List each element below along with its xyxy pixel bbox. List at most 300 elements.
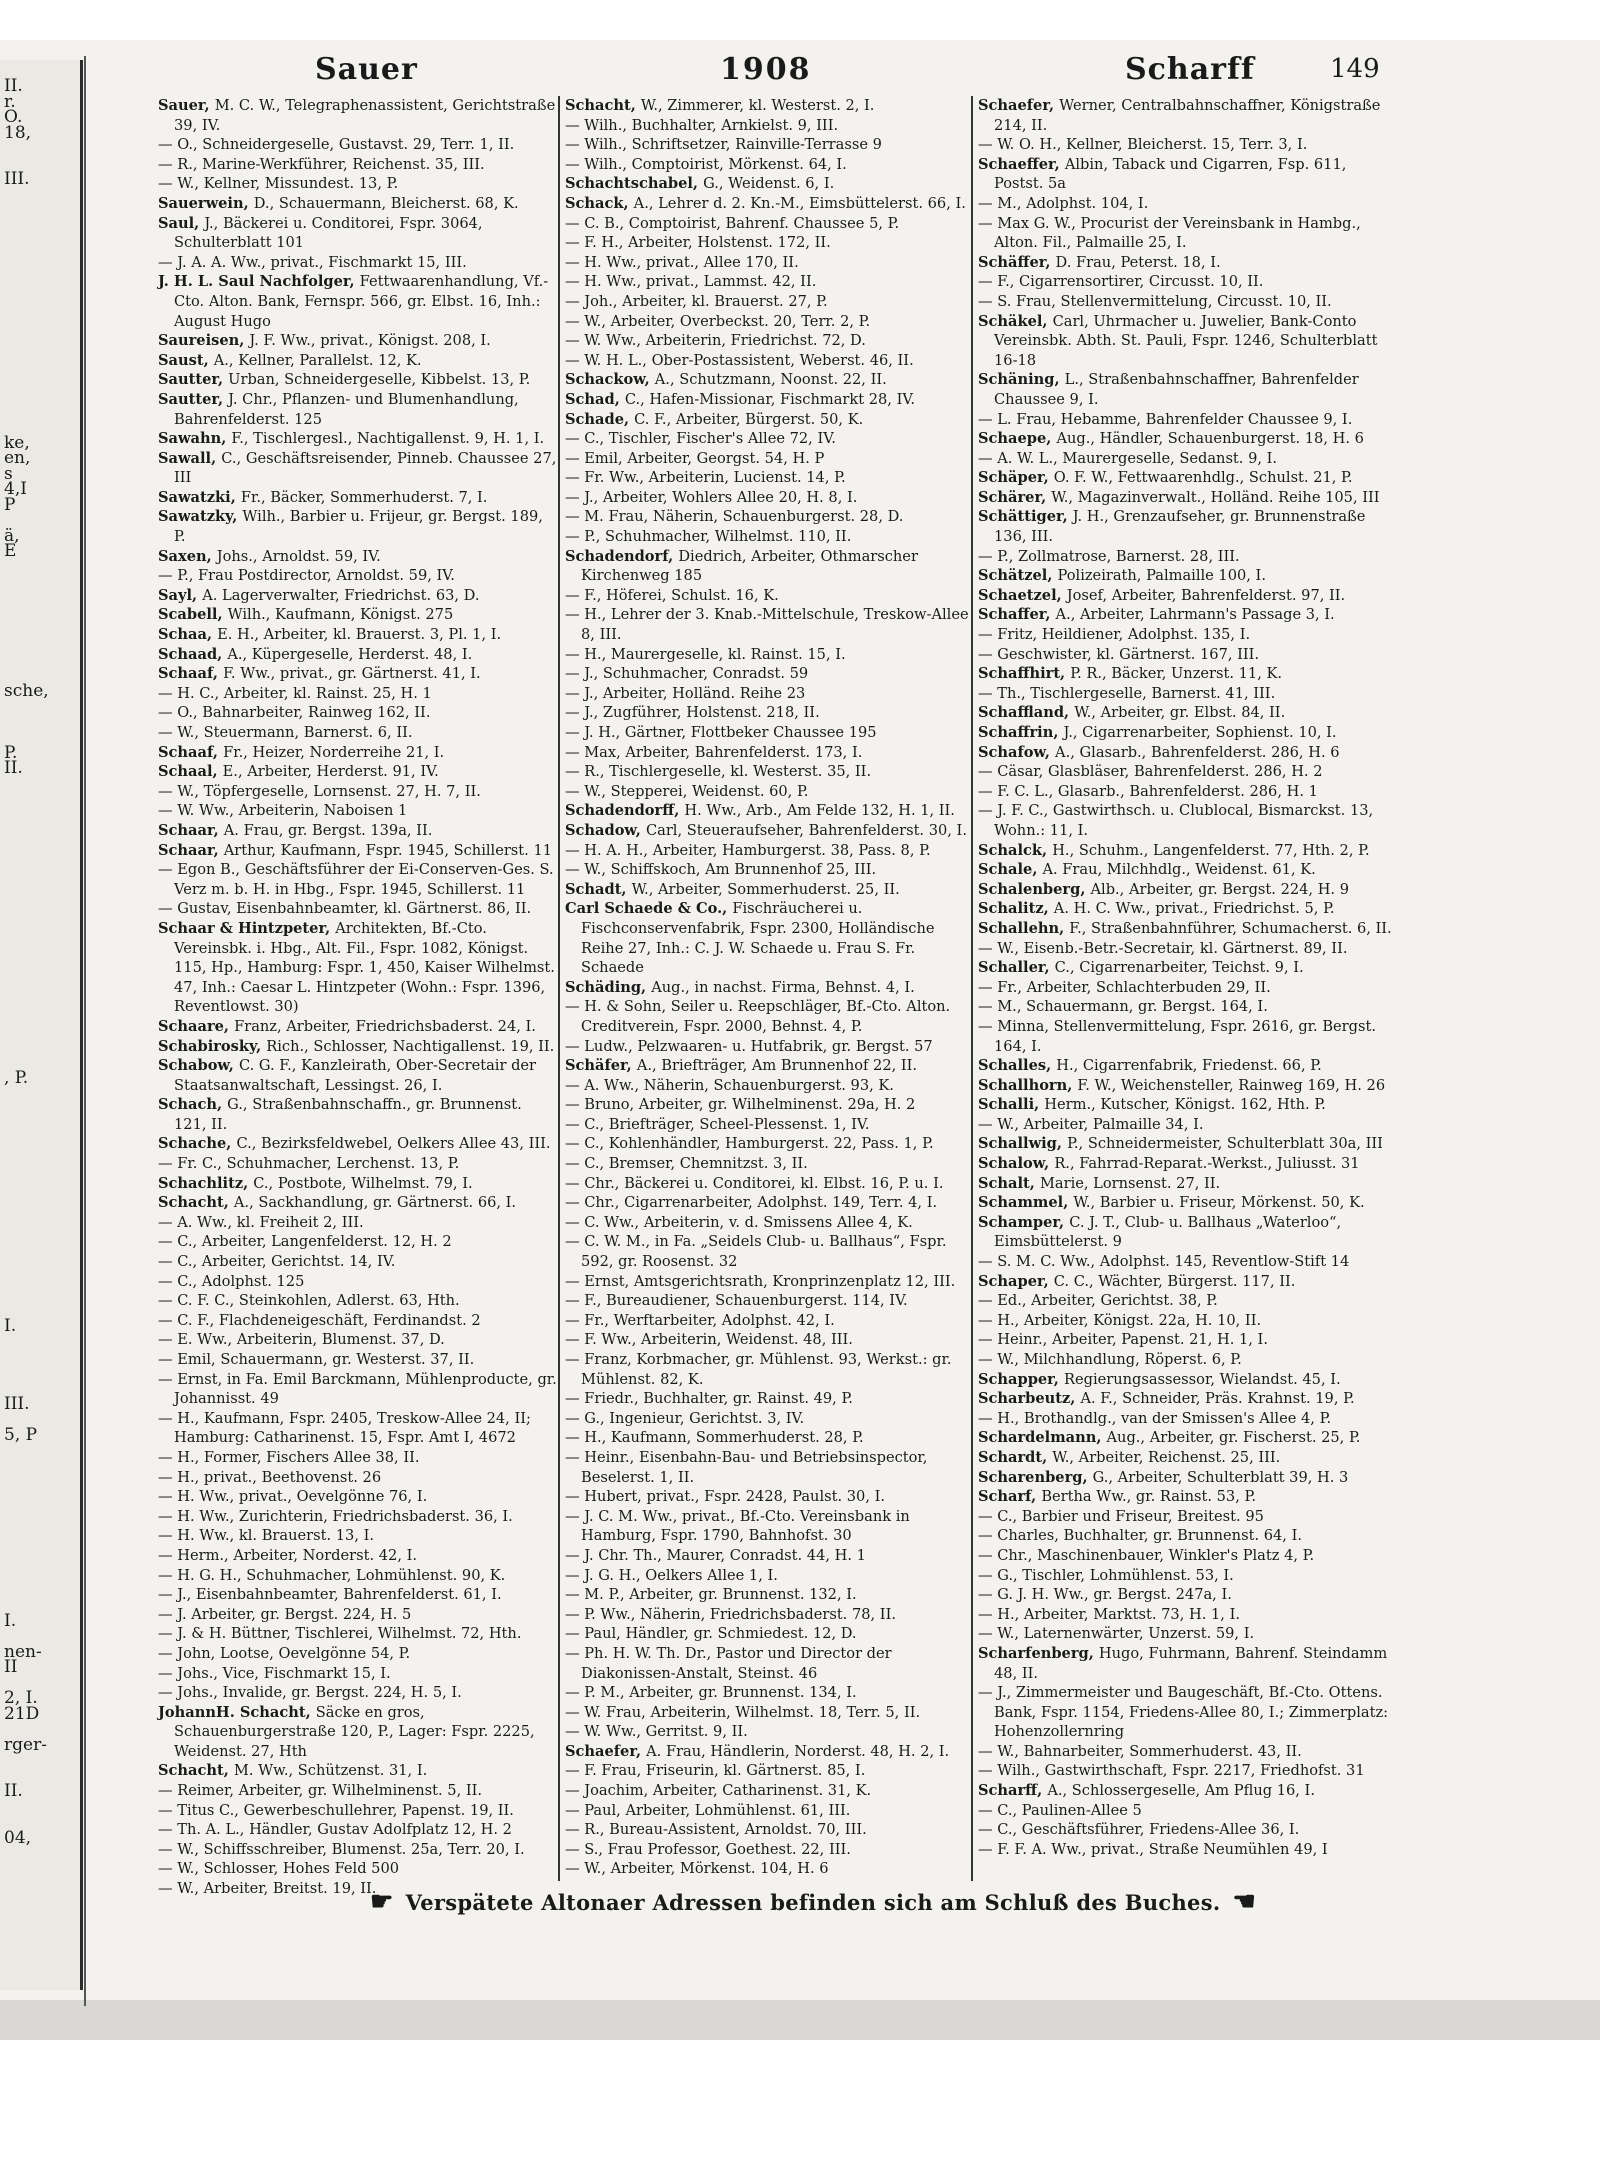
directory-entry: [565, 507, 970, 527]
entry-details: — C., Arbeiter, Langenfelderst. 12, H. 2: [158, 1233, 452, 1251]
directory-entry: [978, 1781, 1396, 1801]
entry-details: — Titus C., Gewerbeschullehrer, Papenst. 19, II.: [158, 1801, 514, 1819]
directory-entry: [565, 468, 970, 488]
entry-details: — C. F. C., Steinkohlen, Adlerst. 63, Hth.: [158, 1292, 460, 1310]
adjacent-page-fragment: III.: [4, 169, 30, 189]
directory-entry: [565, 233, 970, 253]
directory-entry: [565, 1683, 970, 1703]
directory-entry: [978, 1761, 1396, 1781]
entry-details: — C., Briefträger, Scheel-Plessenst. 1, IV.: [565, 1115, 870, 1133]
entry-surname: Sautter,: [158, 371, 229, 389]
directory-entry: [978, 1546, 1396, 1566]
directory-entry: [565, 1311, 970, 1331]
directory-entry: [978, 664, 1396, 684]
directory-entry: [978, 566, 1396, 586]
entry-surname: Sawatzky,: [158, 508, 243, 526]
entry-details: — C., Geschäftsführer, Friedens-Allee 36, I.: [978, 1821, 1300, 1839]
directory-entry: [158, 370, 558, 390]
entry-surname: Schaefer,: [565, 1742, 647, 1760]
directory-entry: [978, 1644, 1396, 1683]
entry-surname: Schachtschabel,: [565, 175, 704, 193]
entry-details: Albin, Taback und Cigarren, Fsp. 611, Postst. 5a: [994, 155, 1347, 193]
directory-entry: [565, 978, 970, 998]
entry-details: — W., Schlosser, Hohes Feld 500: [158, 1860, 400, 1878]
directory-entry: [158, 743, 558, 763]
directory-entry: [565, 1174, 970, 1194]
entry-details: — W., Laternenwärter, Unzerst. 59, I.: [978, 1625, 1255, 1643]
directory-entry: [565, 899, 970, 977]
entry-details: — O., Schneidergeselle, Gustavst. 29, Terr. 1, II.: [158, 136, 515, 154]
entry-details: — H., Arbeiter, Königst. 22a, H. 10, II.: [978, 1311, 1262, 1329]
entry-details: W., Zimmerer, kl. Westerst. 2, I.: [640, 97, 875, 114]
directory-entry: [978, 919, 1396, 939]
entry-details: Carl, Uhrmacher u. Juwelier, Bank-Conto Vereinsbk. Abth. St. Pauli, Fspr. 1246, Schulterblatt 16-18: [994, 312, 1378, 369]
adjacent-page-fragment: nen-: [4, 1641, 42, 1662]
directory-entry: [565, 370, 970, 390]
adjacent-page-fragment: O.: [4, 107, 23, 127]
entry-details: — S. Frau, Stellenvermittelung, Circusst. 10, II.: [978, 292, 1332, 310]
entry-details: H., Cigarrenfabrik, Friedenst. 66, P.: [1056, 1057, 1322, 1075]
adjacent-page-fragment: ä,: [4, 525, 20, 546]
entry-surname: Schalow,: [978, 1155, 1055, 1173]
entry-surname: Schalitz,: [978, 900, 1054, 918]
entry-details: — J., Arbeiter, Wohlers Allee 20, H. 8, I.: [565, 488, 858, 506]
directory-entry: [565, 1703, 970, 1723]
entry-details: — P., Schuhmacher, Wilhelmst. 110, II.: [565, 528, 852, 546]
entry-details: — W., Bahnarbeiter, Sommerhuderst. 43, II.: [978, 1742, 1302, 1760]
directory-entry: [978, 860, 1396, 880]
entry-details: — J. H., Gärtner, Flottbeker Chaussee 195: [565, 724, 877, 741]
directory-entry: [565, 586, 970, 606]
entry-details: Franz, Arbeiter, Friedrichsbaderst. 24, I.: [234, 1017, 536, 1035]
entry-details: E. H., Arbeiter, kl. Brauerst. 3, Pl. 1, I.: [217, 626, 502, 644]
entry-details: Marie, Lornsenst. 27, II.: [1039, 1174, 1221, 1192]
directory-entry: [158, 1683, 558, 1703]
entry-surname: Schale,: [978, 861, 1043, 879]
directory-entry: [158, 1272, 558, 1292]
entry-details: — Fr., Werftarbeiter, Adolphst. 42, I.: [565, 1311, 835, 1329]
directory-entry: [978, 1056, 1396, 1076]
adjacent-page-fragment: en,: [4, 448, 31, 468]
directory-entry: [158, 1859, 558, 1879]
entry-details: — C., Bremser, Chemnitzst. 3, II.: [565, 1155, 808, 1173]
entry-details: — H. Ww., kl. Brauerst. 13, I.: [158, 1527, 374, 1545]
entry-surname: Schache,: [158, 1135, 237, 1153]
directory-entry: [565, 1291, 970, 1311]
directory-entry: [565, 703, 970, 723]
entry-details: — W. Ww., Arbeiterin, Naboisen 1: [158, 802, 408, 820]
entry-details: — H. Ww., privat., Allee 170, II.: [565, 253, 799, 271]
directory-entry: [158, 331, 558, 351]
adjacent-page-fragment: 5, P: [4, 1424, 38, 1445]
directory-entry: [158, 214, 558, 253]
entry-details: — H., Lehrer der 3. Knab.-Mittelschule, Treskow-Allee 8, III.: [565, 606, 969, 644]
directory-entry: [565, 1272, 970, 1292]
directory-entry: [565, 1507, 970, 1546]
directory-entry: [978, 1213, 1396, 1252]
directory-entry: [565, 821, 970, 841]
entry-details: P. R., Bäcker, Unzerst. 11, K.: [1070, 665, 1283, 683]
entry-surname: Sautter,: [158, 390, 229, 408]
adjacent-page-fragment: II.: [4, 1781, 23, 1801]
entry-details: — Joachim, Arbeiter, Catharinenst. 31, K.: [565, 1782, 872, 1800]
entry-details: — Th., Tischlergeselle, Barnerst. 41, III.: [978, 684, 1276, 702]
entry-surname: Schalenberg,: [978, 880, 1091, 898]
entry-details: — F., Höferei, Schulst. 16, K.: [565, 586, 779, 604]
directory-entry: [158, 155, 558, 175]
entry-details: — C., Adolphst. 125: [158, 1272, 305, 1290]
page-number: 149: [1330, 54, 1380, 84]
entry-details: Aug., Händler, Schauenburgerst. 18, H. 6: [1056, 430, 1364, 448]
directory-entry: [158, 272, 558, 331]
directory-entry: [978, 1193, 1396, 1213]
adjacent-page-fragment: rger-: [4, 1734, 47, 1755]
entry-details: — H. & Sohn, Seiler u. Reepschläger, Bf.-Cto. Alton. Creditverein, Fspr. 2000, Behnst. 4, P.: [565, 998, 951, 1035]
entry-details: G., Arbeiter, Schulterblatt 39, H. 3: [1092, 1468, 1349, 1486]
entry-surname: Scharenberg,: [978, 1468, 1093, 1486]
entry-details: Aug., in nachst. Firma, Behnst. 4, I.: [651, 978, 915, 996]
entry-surname: Schaffer,: [978, 606, 1056, 624]
directory-entry: [158, 1350, 558, 1370]
directory-entry: [978, 1428, 1396, 1448]
entry-details: P., Schneidermeister, Schulterblatt 30a, III: [1067, 1135, 1383, 1153]
directory-entry: [565, 1820, 970, 1840]
entry-details: — W., Arbeiter, Palmaille 34, I.: [978, 1115, 1204, 1133]
entry-details: Säcke en gros, Schauenburgerstraße 120, P., Lager: Fspr. 2225, Weidenst. 27, Hth: [174, 1703, 535, 1760]
entry-details: — C., Barbier und Friseur, Breitest. 95: [978, 1507, 1264, 1525]
directory-entry: [978, 507, 1396, 546]
directory-entry: [158, 841, 558, 861]
entry-details: — R., Tischlergeselle, kl. Westerst. 35, II.: [565, 763, 872, 781]
entry-surname: Schapper,: [978, 1370, 1064, 1388]
entry-details: W., Barbier u. Friseur, Mörkenst. 50, K.: [1073, 1194, 1365, 1212]
entry-details: — Th. A. L., Händler, Gustav Adolfplatz 12, H. 2: [158, 1821, 512, 1839]
entry-details: — Fr. Ww., Arbeiterin, Lucienst. 14, P.: [565, 469, 846, 487]
directory-entry: [978, 1585, 1396, 1605]
entry-surname: Scharbeutz,: [978, 1390, 1081, 1408]
directory-entry: [978, 96, 1396, 135]
entry-details: — F., Cigarrensortirer, Circusst. 10, II.: [978, 273, 1264, 291]
directory-entry: [565, 488, 970, 508]
adjacent-page-fragment: I.: [4, 1610, 17, 1631]
directory-entry: [978, 801, 1396, 840]
directory-entry: [158, 1801, 558, 1821]
entry-details: — J. & H. Büttner, Tischlerei, Wilhelmst. 72, Hth.: [158, 1625, 522, 1643]
directory-entry: [158, 566, 558, 586]
directory-entry: [565, 645, 970, 665]
late-addresses-notice: [370, 1887, 1270, 1917]
adjacent-page-fragment: II: [4, 1657, 18, 1677]
column-2: [565, 96, 970, 1878]
directory-entry: [158, 1644, 558, 1664]
entry-surname: Schaffhirt,: [978, 665, 1071, 683]
directory-entry: [565, 410, 970, 430]
column-1: [158, 96, 558, 1898]
entry-details: D. Frau, Peterst. 18, I.: [1055, 253, 1221, 271]
entry-details: — Minna, Stellenvermittelung, Fspr. 2616, gr. Bergst. 164, I.: [978, 1017, 1376, 1055]
entry-details: — G., Ingenieur, Gerichtst. 3, IV.: [565, 1409, 805, 1427]
directory-entry: [158, 860, 558, 899]
entry-details: — Wilh., Gastwirthschaft, Fspr. 2217, Friedhofst. 31: [978, 1762, 1365, 1780]
entry-details: Fr., Bäcker, Sommerhuderst. 7, I.: [240, 488, 488, 506]
directory-entry: [978, 1252, 1396, 1272]
adjacent-page-fragment: 04,: [4, 1827, 32, 1848]
directory-entry: [978, 135, 1396, 155]
entry-details: — C., Kohlenhändler, Hamburgerst. 22, Pass. 1, P.: [565, 1135, 934, 1153]
entry-details: Josef, Arbeiter, Bahrenfelderst. 97, II.: [1066, 586, 1346, 604]
entry-details: — Franz, Korbmacher, gr. Mühlenst. 93, Werkst.: gr. Mühlenst. 82, K.: [565, 1351, 952, 1388]
entry-details: — A. Ww., Näherin, Schauenburgerst. 93, K.: [565, 1076, 894, 1094]
directory-entry: [158, 1448, 558, 1468]
entry-details: — P., Zollmatrose, Barnerst. 28, III.: [978, 547, 1240, 565]
directory-entry: [158, 1134, 558, 1154]
directory-entry: [565, 1213, 970, 1233]
directory-entry: [158, 1154, 558, 1174]
directory-entry: [978, 272, 1396, 292]
entry-details: Arthur, Kaufmann, Fspr. 1945, Schillerst. 11: [223, 841, 553, 859]
directory-entry: [158, 429, 558, 449]
entry-details: W., Arbeiter, Reichenst. 25, III.: [1052, 1448, 1281, 1466]
directory-entry: [565, 1232, 970, 1271]
entry-details: — H. C., Arbeiter, kl. Rainst. 25, H. 1: [158, 684, 432, 702]
entry-details: — W. Frau, Arbeiterin, Wilhelmst. 18, Terr. 5, II.: [565, 1703, 921, 1721]
entry-details: — A. W. L., Maurergeselle, Sedanst. 9, I.: [978, 449, 1278, 467]
entry-surname: J. H. L. Saul Nachfolger,: [158, 273, 360, 291]
entry-details: — Chr., Cigarrenarbeiter, Adolphst. 149, Terr. 4, I.: [565, 1194, 938, 1212]
entry-details: F. Ww., privat., gr. Gärtnerst. 41, I.: [223, 665, 481, 683]
directory-entry: [565, 1115, 970, 1135]
entry-details: — W., Schiffskoch, Am Brunnenhof 25, III.: [565, 861, 877, 879]
directory-entry: [565, 1428, 970, 1448]
entry-details: — Max G. W., Procurist der Vereinsbank in Hambg., Alton. Fil., Palmaille 25, I.: [978, 214, 1361, 252]
entry-details: — John, Lootse, Oevelgönne 54, P.: [158, 1644, 411, 1662]
entry-surname: Schardt,: [978, 1448, 1053, 1466]
entry-details: — C., Arbeiter, Gerichtst. 14, IV.: [158, 1253, 396, 1271]
entry-details: — W., Eisenb.-Betr.-Secretair, kl. Gärtnerst. 89, II.: [978, 939, 1348, 957]
directory-entry: [158, 135, 558, 155]
directory-entry: [565, 1409, 970, 1429]
entry-surname: Schade,: [565, 410, 635, 428]
entry-surname: Schacht,: [565, 97, 641, 114]
adjacent-page-fragment: 4,I: [4, 479, 27, 499]
entry-details: — H., Kaufmann, Sommerhuderst. 28, P.: [565, 1429, 864, 1447]
entry-surname: Schalck,: [978, 841, 1053, 859]
directory-entry: [565, 664, 970, 684]
entry-surname: Schaffland,: [978, 704, 1075, 722]
directory-entry: [565, 194, 970, 214]
directory-entry: [565, 1037, 970, 1057]
entry-details: Fr., Heizer, Norderreihe 21, I.: [223, 743, 445, 761]
directory-entry: [565, 997, 970, 1036]
directory-entry: [565, 429, 970, 449]
entry-details: — Ludw., Pelzwaaren- u. Hutfabrik, gr. Bergst. 57: [565, 1037, 933, 1055]
book-gutter: [84, 56, 86, 2006]
entry-details: F. W., Weichensteller, Rainweg 169, H. 26: [1077, 1076, 1386, 1094]
entry-surname: Schäfer,: [565, 1057, 637, 1075]
entry-surname: Schättiger,: [978, 508, 1073, 526]
directory-entry: [978, 782, 1396, 802]
directory-entry: [978, 997, 1396, 1017]
directory-entry: [158, 586, 558, 606]
directory-entry: [158, 723, 558, 743]
entry-details: — Egon B., Geschäftsführer der Ei-Conserven-Ges. S. Verz m. b. H. in Hbg., Fspr. 1945, Schillerst. 11: [158, 861, 554, 898]
running-head-left: Sauer: [315, 52, 418, 87]
entry-details: — Ph. H. W. Th. Dr., Pastor und Director der Diakonissen-Anstalt, Steinst. 46: [565, 1644, 892, 1682]
directory-entry: [978, 1154, 1396, 1174]
directory-entry: [158, 194, 558, 214]
entry-surname: Sawatzki,: [158, 488, 241, 506]
entry-details: — C. F., Flachdeneigeschäft, Ferdinandst. 2: [158, 1311, 481, 1329]
entry-details: — Fr. C., Schuhmacher, Lerchenst. 13, P.: [158, 1155, 460, 1173]
entry-surname: Sawall,: [158, 449, 222, 467]
directory-entry: [978, 1370, 1396, 1390]
entry-details: — Wilh., Buchhalter, Arnkielst. 9, III.: [565, 116, 839, 134]
entry-surname: Schaal,: [158, 763, 223, 781]
entry-details: — W., Arbeiter, Overbeckst. 20, Terr. 2, P.: [565, 312, 871, 330]
entry-details: H., Schuhm., Langenfelderst. 77, Hth. 2, P.: [1052, 841, 1370, 859]
directory-entry: [978, 1801, 1396, 1821]
entry-surname: Schadt,: [565, 880, 632, 898]
entry-surname: Schad,: [565, 390, 625, 408]
entry-details: — Chr., Bäckerei u. Conditorei, kl. Elbst. 16, P. u. I.: [565, 1174, 944, 1192]
directory-entry: [565, 801, 970, 821]
directory-entry: [978, 1330, 1396, 1350]
entry-details: — M., Adolphst. 104, I.: [978, 194, 1149, 212]
directory-entry: [158, 1311, 558, 1331]
directory-entry: [978, 684, 1396, 704]
directory-entry: [565, 1076, 970, 1096]
entry-details: — H., Former, Fischers Allee 38, II.: [158, 1448, 420, 1466]
entry-details: — W. Ww., Gerritst. 9, II.: [565, 1723, 748, 1741]
pointing-hand-left-icon: ☚: [1232, 1887, 1257, 1917]
entry-details: G., Straßenbahnschaffn., gr. Brunnenst. 121, II.: [174, 1096, 522, 1133]
directory-entry: [158, 1174, 558, 1194]
entry-details: — G., Tischler, Lohmühlenst. 53, I.: [978, 1566, 1234, 1584]
entry-details: — Hubert, privat., Fspr. 2428, Paulst. 30, I.: [565, 1488, 886, 1506]
entry-details: A., Schlossergeselle, Am Pflug 16, I.: [1047, 1782, 1315, 1800]
directory-entry: [978, 292, 1396, 312]
entry-details: — Wilh., Schriftsetzer, Rainville-Terrasse 9: [565, 136, 882, 154]
directory-entry: [978, 586, 1396, 606]
directory-entry: [565, 1781, 970, 1801]
entry-details: C., Bezirksfeldwebel, Oelkers Allee 43, III.: [236, 1135, 551, 1153]
entry-details: C., Cigarrenarbeiter, Teichst. 9, I.: [1054, 959, 1304, 977]
entry-details: Rich., Schlosser, Nachtigallenst. 19, II.: [266, 1037, 555, 1055]
directory-columns: [150, 96, 1400, 1898]
directory-entry: [565, 1546, 970, 1566]
directory-entry: [565, 1742, 970, 1762]
adjacent-page-fragment: 2, I.: [4, 1688, 38, 1708]
directory-entry: [158, 1585, 558, 1605]
directory-entry: [978, 1115, 1396, 1135]
directory-entry: [978, 841, 1396, 861]
adjacent-page-fragment: P.: [4, 742, 18, 763]
directory-entry: [565, 1193, 970, 1213]
adjacent-page-fragment: sche,: [4, 680, 49, 701]
directory-entry: [978, 1389, 1396, 1409]
entry-details: D., Schauermann, Bleicherst. 68, K.: [253, 194, 519, 212]
entry-details: — C., Paulinen-Allee 5: [978, 1801, 1142, 1819]
entry-surname: Schaffrin,: [978, 724, 1064, 741]
entry-details: — C., Tischler, Fischer's Allee 72, IV.: [565, 430, 836, 448]
entry-details: — Emil, Arbeiter, Georgst. 54, H. P: [565, 449, 825, 467]
directory-entry: [565, 449, 970, 469]
directory-entry: [565, 1801, 970, 1821]
directory-entry: [565, 841, 970, 861]
scan-bottom-edge: [0, 2000, 1600, 2040]
directory-entry: [978, 1350, 1396, 1370]
entry-details: Urban, Schneidergeselle, Kibbelst. 13, P.: [228, 371, 531, 389]
entry-details: — Max, Arbeiter, Bahrenfelderst. 173, I.: [565, 743, 863, 761]
directory-entry: [158, 174, 558, 194]
directory-entry: [158, 1017, 558, 1037]
directory-entry: [158, 645, 558, 665]
entry-surname: Schaeffer,: [978, 155, 1065, 173]
directory-entry: [158, 1605, 558, 1625]
directory-entry: [158, 1820, 558, 1840]
entry-surname: Schärer,: [978, 488, 1052, 506]
directory-entry: [978, 1526, 1396, 1546]
directory-entry: [978, 1017, 1396, 1056]
entry-details: — Joh., Arbeiter, kl. Brauerst. 27, P.: [565, 292, 828, 310]
directory-entry: [158, 1252, 558, 1272]
directory-entry: [978, 978, 1396, 998]
directory-entry: [978, 1820, 1396, 1840]
entry-details: M. Ww., Schützenst. 31, I.: [233, 1762, 428, 1780]
entry-surname: Schätzel,: [978, 567, 1058, 585]
entry-details: A., Kellner, Parallelst. 12, K.: [213, 351, 422, 369]
entry-details: J. H., Grenzaufseher, gr. Brunnenstraße 136, III.: [994, 508, 1366, 546]
page-header: [150, 52, 1400, 92]
entry-details: G., Weidenst. 6, I.: [703, 175, 835, 193]
entry-details: — W. H. L., Ober-Postassistent, Weberst. 46, II.: [565, 351, 914, 369]
directory-entry: [158, 1566, 558, 1586]
entry-details: — H. A. H., Arbeiter, Hamburgerst. 38, Pass. 8, P.: [565, 841, 931, 859]
entry-surname: Schackow,: [565, 371, 655, 389]
directory-entry: [158, 899, 558, 919]
entry-details: Aug., Arbeiter, gr. Fischerst. 25, P.: [1106, 1429, 1361, 1447]
directory-entry: [565, 116, 970, 136]
entry-surname: Sawahn,: [158, 430, 232, 448]
directory-entry: [565, 1448, 970, 1487]
entry-details: W., Arbeiter, Sommerhuderst. 25, II.: [631, 880, 900, 898]
entry-surname: Schaper,: [978, 1272, 1054, 1290]
directory-entry: [565, 605, 970, 644]
entry-details: — W. Ww., Arbeiterin, Friedrichst. 72, D.: [565, 332, 866, 350]
entry-details: — Heinr., Arbeiter, Papenst. 21, H. 1, I.: [978, 1331, 1268, 1349]
entry-details: — Ernst, in Fa. Emil Barckmann, Mühlenproducte, gr. Johannisst. 49: [158, 1370, 557, 1408]
entry-details: — J., Arbeiter, Holländ. Reihe 23: [565, 684, 806, 702]
entry-details: — Ernst, Amtsgerichtsrath, Kronprinzenplatz 12, III.: [565, 1272, 956, 1290]
entry-details: A. Frau, Händlerin, Norderst. 48, H. 2, I.: [646, 1742, 950, 1760]
entry-details: Architekten, Bf.-Cto. Vereinsbk. i. Hbg., Alt. Fil., Fspr. 1082, Königst. 115, Hp., Hamburg: Fspr. 1, 450, Kaiser Wilhelmst. 47, Inh.: Caesar L. Hintzpeter (Wohn.: Fspr. 1396, Reventlowst. 30): [174, 919, 555, 1016]
entry-surname: Schäffer,: [978, 253, 1056, 271]
entry-surname: Saureisen,: [158, 332, 250, 350]
entry-details: — S. M. C. Ww., Adolphst. 145, Reventlow-Stift 14: [978, 1253, 1350, 1271]
entry-details: — P. M., Arbeiter, gr. Brunnenst. 134, I.: [565, 1684, 857, 1702]
adjacent-page-fragment: II.: [4, 76, 23, 96]
entry-surname: Schäning,: [978, 371, 1065, 389]
entry-details: — E. Ww., Arbeiterin, Blumenst. 37, D.: [158, 1331, 445, 1349]
directory-entry: [565, 390, 970, 410]
column-3: [978, 96, 1396, 1866]
entry-details: J. F. Ww., privat., Königst. 208, I.: [249, 332, 491, 350]
adjacent-page-fragment: III.: [4, 1393, 30, 1414]
entry-surname: Schaller,: [978, 959, 1055, 977]
directory-entry: [978, 1840, 1396, 1860]
entry-details: Herm., Kutscher, Königst. 162, Hth. P.: [1044, 1096, 1326, 1114]
entry-surname: Schacht,: [158, 1194, 234, 1212]
